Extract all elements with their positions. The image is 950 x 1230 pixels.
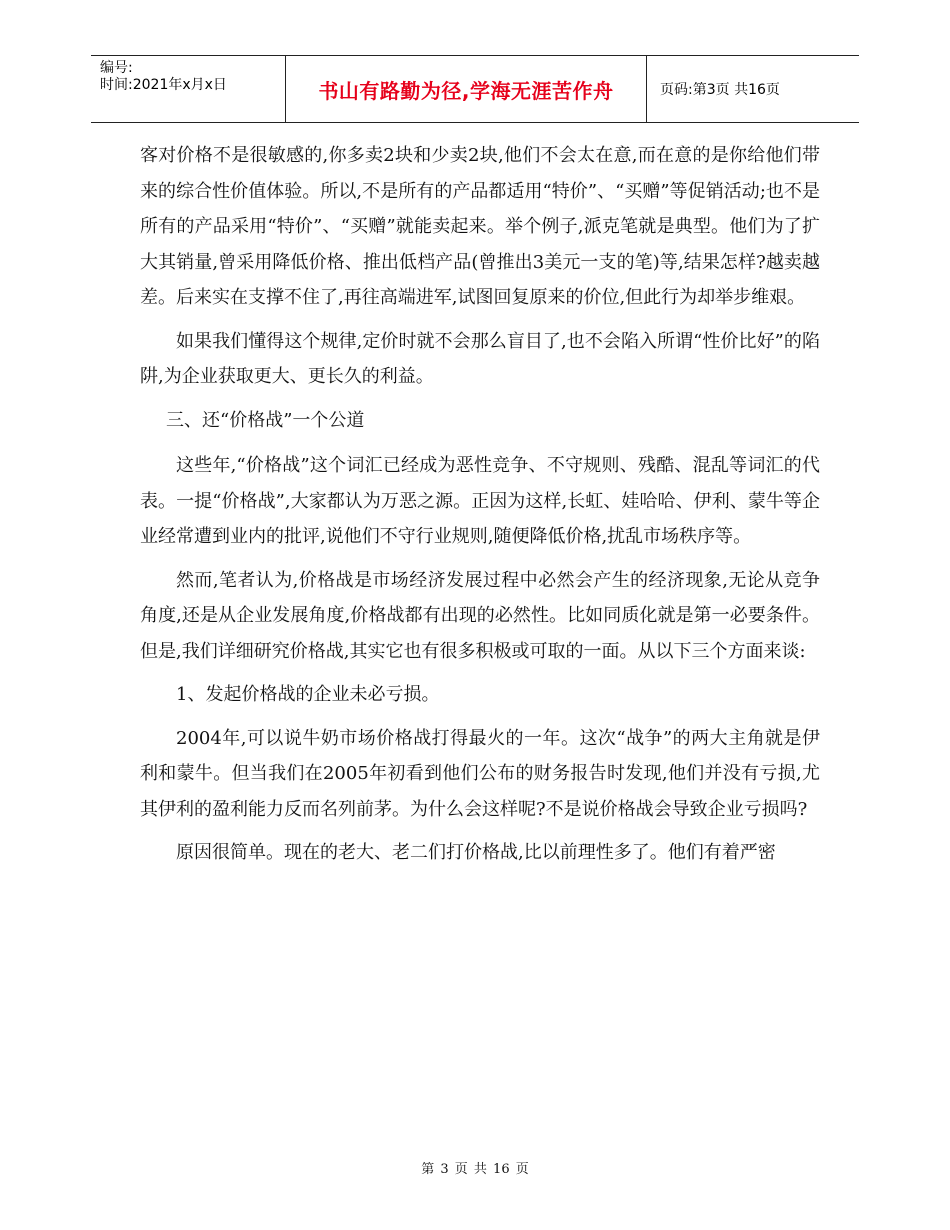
subheading: 1、发起价格战的企业未必亏损。: [176, 684, 440, 705]
paragraph: 原因很简单。现在的老大、老二们打价格战,比以前理性多了。他们有着严密: [176, 842, 776, 863]
paragraph-continued: 客对价格不是很敏感的,你多卖2块和少卖2块,他们不会太在意,而在意的是你给他们带来的综合性价值体验。所以,不是所有的产品都适用“特价”、“买赠”等促销活动;也不是所有的产品采用“特价”、“买赠”就能卖起来。举个例子,派克笔就是典型。他们为了扩大其销量,曾采用降低价格、推出低档产品(曾推出3美元一支的笔)等,结果怎样?越卖越差。后来实在支撑不住了,再往高端进军,试图回复原来的价位,但此行为却举步维艰。: [140, 145, 820, 308]
page-header: [91, 55, 859, 123]
section-heading: 三、还“价格战”一个公道: [166, 409, 365, 431]
body-text: [140, 138, 820, 879]
motto-text: 书山有路勤为径,学海无涯苦作舟: [318, 78, 614, 103]
paragraph: 然而,笔者认为,价格战是市场经济发展过程中必然会产生的经济现象,无论从竞争角度,还是从企业发展角度,价格战都有出现的必然性。比如同质化就是第一必要条件。但是,我们详细研究价格战,其实它也有很多积极或可取的一面。从以下三个方面来谈:: [140, 569, 820, 662]
header-page-cell: [646, 56, 859, 122]
header-meta-cell: [91, 56, 285, 122]
time-label: 时间:2021年x月x日: [100, 77, 227, 93]
header-motto-cell: [285, 56, 647, 122]
number-label: 编号:: [100, 60, 133, 76]
page-footer: 第 3 页 共 16 页: [421, 1162, 529, 1177]
paragraph: 2004年,可以说牛奶市场价格战打得最火的一年。这次“战争”的两大主角就是伊利和蒙牛。但当我们在2005年初看到他们公布的财务报告时发现,他们并没有亏损,尤其伊利的盈利能力反而名列前茅。为什么会这样呢?不是说价格战会导致企业亏损吗?: [140, 727, 820, 820]
paragraph: 这些年,“价格战”这个词汇已经成为恶性竞争、不守规则、残酷、混乱等词汇的代表。一提“价格战”,大家都认为万恶之源。正因为这样,长虹、娃哈哈、伊利、蒙牛等企业经常遭到业内的批评,说他们不守行业规则,随便降低价格,扰乱市场秩序等。: [140, 455, 820, 547]
paragraph: 如果我们懂得这个规律,定价时就不会那么盲目了,也不会陷入所谓“性价比好”的陷阱,为企业获取更大、更长久的利益。: [140, 330, 820, 387]
header-page-info: 页码:第3页 共16页: [660, 82, 780, 98]
